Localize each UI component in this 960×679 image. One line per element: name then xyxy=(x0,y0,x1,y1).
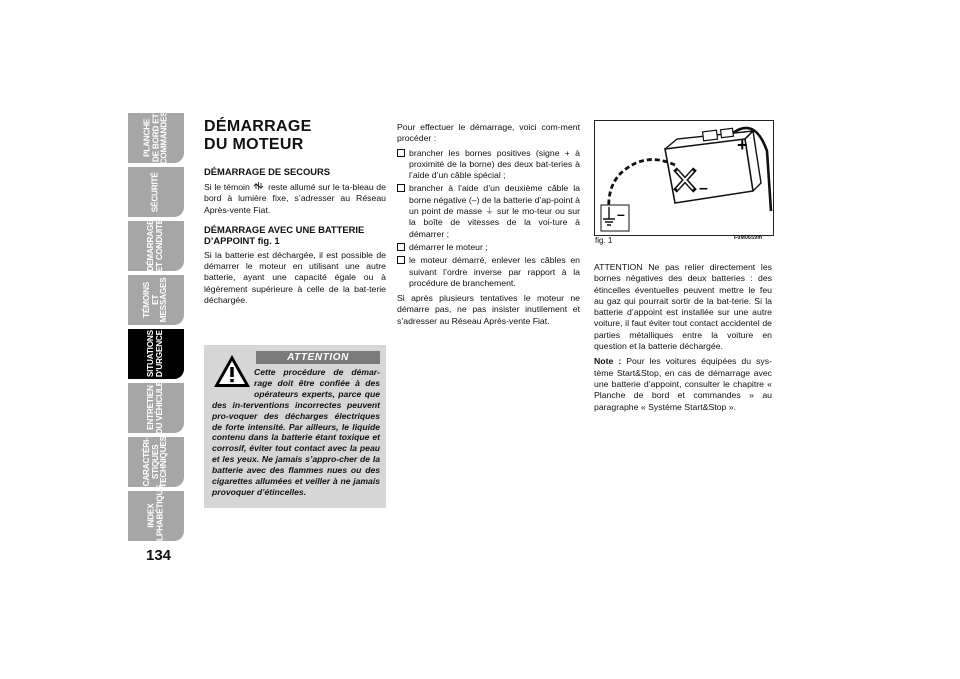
secours-text-before: Si le témoin xyxy=(204,182,250,192)
tab-situations-urgence[interactable] xyxy=(128,329,184,379)
note-paragraph xyxy=(594,356,772,412)
tab-index[interactable] xyxy=(128,484,184,548)
figure-plus-sign: + xyxy=(737,135,748,155)
tab-label: DÉMARRAGE ET CONDUITE xyxy=(146,219,164,273)
tab-entretien[interactable] xyxy=(128,383,184,433)
step-text: brancher les bornes positives (signe + à proximité de la borne) des deux bat-teries à l’aide d’un câble spécial ; xyxy=(409,147,580,181)
preheat-warning-icon xyxy=(252,181,265,191)
checkbox-bullet-icon xyxy=(397,149,405,157)
list-item xyxy=(397,255,580,289)
figure-minus-sign: – xyxy=(699,180,708,197)
tab-label: SITUATIONS D'URGENCE xyxy=(146,330,164,378)
heading-demarrage-secours: DÉMARRAGE DE SECOURS xyxy=(204,166,331,177)
list-item xyxy=(397,183,580,239)
battery-illustration xyxy=(595,121,773,235)
tab-label: INDEX ALPHABÉTIQUE xyxy=(146,484,165,548)
checkbox-bullet-icon xyxy=(397,256,405,264)
note-label: Note : xyxy=(594,356,622,367)
title-line: DÉMARRAGE xyxy=(204,118,312,135)
warning-box xyxy=(204,345,386,508)
figure-caption: fig. 1 xyxy=(595,236,613,245)
tab-planche-de-bord[interactable] xyxy=(128,113,184,163)
tab-label: PLANCHE DE BORD ET COMMANDES xyxy=(142,111,169,165)
note-text: Pour les voitures équipées du sys-tème Start&Stop, en cas de démarrage avec une batterie d’appoint, consulter le chapitre « Planche de bord et commandes » au paragraphe « Système Start&Stop ». xyxy=(594,356,772,412)
tab-demarrage[interactable] xyxy=(128,221,184,271)
step-text: le moteur démarré, enlever les câbles en suivant l’ordre inverse par rapport à la procédure de branchement. xyxy=(409,255,580,288)
column-left xyxy=(204,118,386,306)
tab-label: CARACTÉRI- STIQUES TECHNIQUES xyxy=(142,436,169,488)
tab-label: SÉCURITÉ xyxy=(150,172,160,212)
tab-temoins[interactable] xyxy=(128,275,184,325)
secours-text-after: reste allumé sur le ta-bleau de bord à lumière fixe, s’adresser au Réseau Après-vente Fiat. xyxy=(204,182,386,215)
procedure-intro: Pour effectuer le démarrage, voici com-ment procéder : xyxy=(397,122,580,144)
checkbox-bullet-icon xyxy=(397,243,405,251)
page-number: 134 xyxy=(146,547,172,564)
column-middle xyxy=(397,122,580,330)
tab-caracteristiques[interactable] xyxy=(128,437,184,487)
tab-label: TÉMOINS ET MESSAGES xyxy=(142,277,169,323)
procedure-outro: Si après plusieurs tentatives le moteur ne démarre pas, ne pas insister inutilement et s’adresser au Réseau Après-vente Fiat. xyxy=(397,293,580,326)
tab-label: ENTRETIEN DU VÉHICULE xyxy=(146,381,164,435)
figure-reference-code: F0M0659m xyxy=(734,235,763,241)
title-line: DU MOTEUR xyxy=(204,136,304,153)
warning-text: Cette procédure de démar-rage doit être confiée à des opérateurs experts, parce que des in-terventions incorrectes peuvent pro-voquer des décharges électriques de forte intensité. Par ailleurs, le liquide contenu dans la batterie étant toxique et corrosif, éviter tout contact avec la peau et les yeux. Ne jamais s’appro-cher de la batterie avec des flammes nues ou des cigarettes allumées et veiller à ne jamais provoquer d’étincelles. xyxy=(212,367,380,497)
attention-paragraph: ATTENTION Ne pas relier directement les bornes négatives des deux batteries : des étincelles éventuelles peuvent mettre le feu au gaz qui pourrait sortir de la bat-terie. Si la batterie d’appoint est installée sur une autre voiture, il faut éviter tout contact accidentel de parties métalliques entre la voiture en question et la batterie déchargée. xyxy=(594,262,772,352)
figure-battery-jumpstart xyxy=(594,120,774,236)
appoint-paragraph: Si la batterie est déchargée, il est possible de démarrer le moteur en utilisant une autre batterie, ayant une capacité égale ou à légèrement supérieure à celle de la bat-terie déchargée. xyxy=(204,249,386,306)
step-text: brancher à l’aide d’un deuxième câble la borne négative (–) de la batterie d’ap-point à un point de masse ⏚ sur le mo-teur ou sur la boîte de vitesses de la voi-ture à démarrer ; xyxy=(409,183,580,239)
page-title xyxy=(204,118,386,154)
step-text: démarrer le moteur ; xyxy=(409,241,488,252)
tab-securite[interactable] xyxy=(128,167,184,217)
heading-batterie-appoint: DÉMARRAGE AVEC UNE BATTERIE D’APPOINT fig. 1 xyxy=(204,223,365,246)
warning-label: ATTENTION xyxy=(256,351,380,364)
procedure-steps xyxy=(397,148,580,290)
figure-ground-minus: – xyxy=(617,206,625,222)
list-item xyxy=(397,242,580,253)
checkbox-bullet-icon xyxy=(397,184,405,192)
column-right xyxy=(594,262,772,417)
list-item xyxy=(397,148,580,182)
secours-paragraph xyxy=(204,181,386,216)
